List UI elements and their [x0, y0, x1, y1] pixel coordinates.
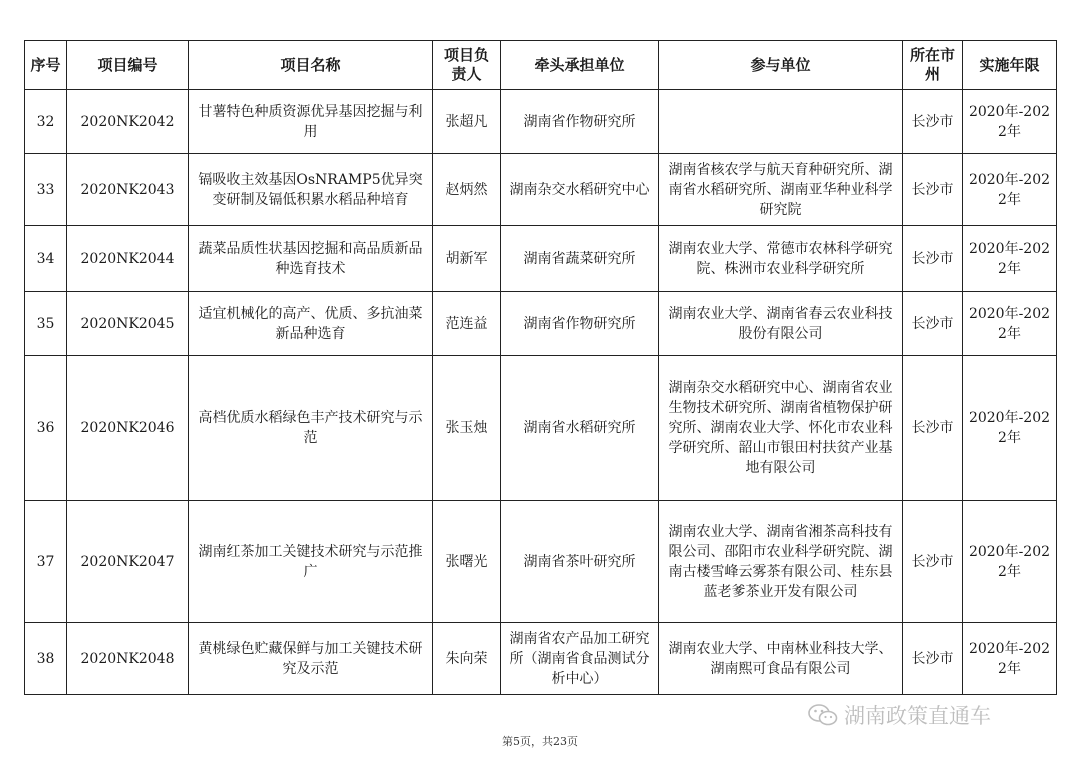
cell-leader: 张超凡 — [433, 90, 501, 154]
cell-leader: 范连益 — [433, 292, 501, 356]
cell-name: 高档优质水稻绿色丰产技术研究与示范 — [189, 356, 433, 501]
cell-leader: 赵炳然 — [433, 154, 501, 226]
cell-city: 长沙市 — [903, 623, 963, 695]
cell-code: 2020NK2042 — [67, 90, 189, 154]
cell-partners: 湖南杂交水稻研究中心、湖南省农业生物技术研究所、湖南省植物保护研究所、湖南农业大学、怀化市农业科学研究所、韶山市银田村扶贫产业基地有限公司 — [659, 356, 903, 501]
header-partners: 参与单位 — [659, 41, 903, 90]
cell-name: 湖南红茶加工关键技术研究与示范推广 — [189, 501, 433, 623]
wechat-icon — [808, 703, 838, 727]
cell-no: 34 — [25, 226, 67, 292]
cell-lead-unit: 湖南省作物研究所 — [501, 90, 659, 154]
cell-period: 2020年-2022年 — [963, 623, 1057, 695]
cell-city: 长沙市 — [903, 226, 963, 292]
cell-no: 36 — [25, 356, 67, 501]
cell-period: 2020年-2022年 — [963, 154, 1057, 226]
cell-code: 2020NK2045 — [67, 292, 189, 356]
cell-lead-unit: 湖南省蔬菜研究所 — [501, 226, 659, 292]
watermark — [808, 700, 991, 730]
cell-no: 38 — [25, 623, 67, 695]
table-row — [25, 226, 1057, 292]
cell-name: 镉吸收主效基因OsNRAMP5优异突变研制及镉低积累水稻品种培育 — [189, 154, 433, 226]
cell-city: 长沙市 — [903, 292, 963, 356]
cell-lead-unit: 湖南省作物研究所 — [501, 292, 659, 356]
header-name: 项目名称 — [189, 41, 433, 90]
header-period: 实施年限 — [963, 41, 1057, 90]
cell-period: 2020年-2022年 — [963, 292, 1057, 356]
table-row — [25, 90, 1057, 154]
cell-code: 2020NK2044 — [67, 226, 189, 292]
cell-city: 长沙市 — [903, 154, 963, 226]
table-row — [25, 154, 1057, 226]
cell-name: 黄桃绿色贮藏保鲜与加工关键技术研究及示范 — [189, 623, 433, 695]
cell-partners: 湖南农业大学、中南林业科技大学、湖南熙可食品有限公司 — [659, 623, 903, 695]
cell-name: 甘薯特色种质资源优异基因挖掘与利用 — [189, 90, 433, 154]
cell-lead-unit: 湖南省农产品加工研究所（湖南省食品测试分析中心） — [501, 623, 659, 695]
cell-code: 2020NK2048 — [67, 623, 189, 695]
page-footer: 第5页，共23页 — [502, 735, 578, 748]
cell-no: 32 — [25, 90, 67, 154]
table-row — [25, 356, 1057, 501]
cell-period: 2020年-2022年 — [963, 226, 1057, 292]
cell-name: 适宜机械化的高产、优质、多抗油菜新品种选育 — [189, 292, 433, 356]
cell-no: 33 — [25, 154, 67, 226]
header-lead-unit: 牵头承担单位 — [501, 41, 659, 90]
cell-period: 2020年-2022年 — [963, 90, 1057, 154]
cell-lead-unit: 湖南省茶叶研究所 — [501, 501, 659, 623]
cell-no: 37 — [25, 501, 67, 623]
cell-code: 2020NK2047 — [67, 501, 189, 623]
cell-partners — [659, 90, 903, 154]
cell-leader: 张曙光 — [433, 501, 501, 623]
table-row — [25, 292, 1057, 356]
cell-period: 2020年-2022年 — [963, 501, 1057, 623]
table-row — [25, 623, 1057, 695]
header-city: 所在市州 — [903, 41, 963, 90]
cell-code: 2020NK2046 — [67, 356, 189, 501]
cell-period: 2020年-2022年 — [963, 356, 1057, 501]
cell-name: 蔬菜品质性状基因挖掘和高品质新品种选育技术 — [189, 226, 433, 292]
cell-leader: 张玉烛 — [433, 356, 501, 501]
header-code: 项目编号 — [67, 41, 189, 90]
cell-partners: 湖南农业大学、湖南省春云农业科技股份有限公司 — [659, 292, 903, 356]
cell-city: 长沙市 — [903, 90, 963, 154]
watermark-text: 湖南政策直通车 — [844, 704, 991, 728]
cell-leader: 胡新军 — [433, 226, 501, 292]
table-row — [25, 501, 1057, 623]
cell-city: 长沙市 — [903, 356, 963, 501]
project-table — [24, 40, 1057, 695]
cell-lead-unit: 湖南省水稻研究所 — [501, 356, 659, 501]
cell-city: 长沙市 — [903, 501, 963, 623]
cell-partners: 湖南农业大学、湖南省湘茶高科技有限公司、邵阳市农业科学研究院、湖南古楼雪峰云雾茶有限公司、桂东县蓝老爹茶业开发有限公司 — [659, 501, 903, 623]
cell-no: 35 — [25, 292, 67, 356]
cell-code: 2020NK2043 — [67, 154, 189, 226]
header-no: 序号 — [25, 41, 67, 90]
header-row — [25, 41, 1057, 90]
cell-lead-unit: 湖南杂交水稻研究中心 — [501, 154, 659, 226]
cell-leader: 朱向荣 — [433, 623, 501, 695]
cell-partners: 湖南省核农学与航天育种研究所、湖南省水稻研究所、湖南亚华种业科学研究院 — [659, 154, 903, 226]
header-leader: 项目负责人 — [433, 41, 501, 90]
cell-partners: 湖南农业大学、常德市农林科学研究院、株洲市农业科学研究所 — [659, 226, 903, 292]
